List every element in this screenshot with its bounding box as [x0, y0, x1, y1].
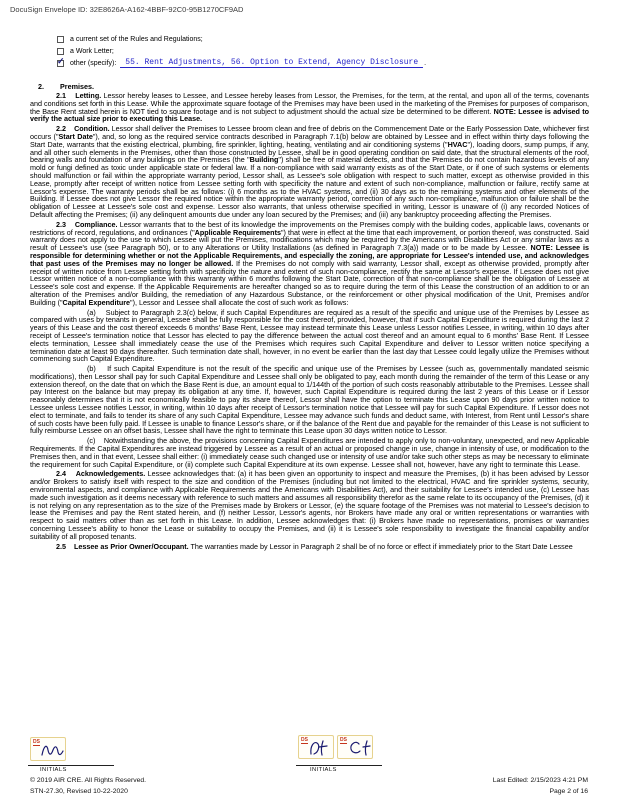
checklist-label: a Work Letter; — [70, 47, 114, 55]
paragraph-2-3a: (a) Subject to Paragraph 2.3(c) below, if such Capital Expenditures are required as a result of the specific and unique use of the Premises by Lessee as compared with uses by tenants in general, Lessee shall be fully responsible for the cost thereof, provided, however, that if such Capital Expenditure is required during the last 2 years of this Lease and the cost thereof exceeds 6 months' Base Rent, Lessee may instead terminate this Lease unless Lessor notifies Lessee, in writing, within 10 days after receipt of Lessee's termination notice that Lessor has elected to pay the difference between the actual cost thereof and an amount equal to 6 months' Base Rent. If Lessee elects termination, Lessee shall immediately cease the use of the Premises which requires such Capital Expenditure and deliver to Lessor written notice specifying a termination date at least 90 days thereafter. Such termination date shall, however, in no event be earlier than the last day that Lessee could legally utilize the Premises without commencing such Capital Expenditure. — [30, 307, 589, 364]
work-letter-checkbox[interactable] — [57, 48, 64, 55]
initials-label: INITIALS — [310, 767, 337, 773]
paragraph-2-3c: (c) Notwithstanding the above, the provisions concerning Capital Expenditures are intended to apply only to non-voluntary, unexpected, and new Applicable Requirements. If the Capital Expenditures are instead triggered by Lessee as a result of an actual or proposed change in use, change in intensity of use, or modification to the Premises then, and in that event, Lessee shall either: (i) immediately cease such changed use or intensity of use and/or take such other steps as may be necessary to eliminate the requirement for such Capital Expenditure, or (ii) complete such Capital Expenditure at its own expense. Lessee shall not, however, have any right to terminate this Lease. — [30, 436, 589, 469]
initials-signature-icon — [347, 738, 373, 758]
checklist-row-rules — [57, 33, 426, 45]
initials-label: INITIALS — [40, 767, 67, 773]
last-edited-text: Last Edited: 2/15/2023 4:21 PM — [492, 777, 588, 784]
paragraph-2-4-acknowledgements: 2.4 Acknowledgements. Lessee acknowledges that: (a) it has been given an opportunity to inspect and measure the Premises, (b) it has been advised by Lessor and/or Brokers to satisfy itself with respect to the size and condition of the Premises (including but not limited to the electrical, HVAC and fire sprinkler systems, security, environmental aspects, and compliance with Applicable Requirements and the Americans with Disabilities Act), and their suitability for Lessee's intended use, (c) Lessee has made such investigation as it deems necessary with reference to such matters and assumes all responsibility therefor as the same relate to its occupancy of the Premises, (d) it is not relying on any representation as to the size of the Premises made by Brokers or Lessor, (e) the square footage of the Premises was not material to Lessee's decision to lease the Premises and pay the Rent stated herein, and (f) neither Lessor, Lessor's agents, nor Brokers have made any oral or written representations or warranties with respect to said matters other than as set forth in this Lease. In addition, Lessee acknowledges that: (i) Brokers have made no representations, promises or warranties concerning Lessee's ability to honor the Lease or suitability to occupy the Premises, and (ii) it is Lessee's sole responsibility to investigate the financial capability and/or suitability of all proposed tenants. — [30, 469, 589, 541]
attachment-checklist — [57, 33, 426, 69]
copyright-text: © 2019 AIR CRE. All Rights Reserved. — [30, 777, 147, 784]
checklist-label: other (specify): — [70, 59, 117, 67]
lessor-initials-stamp-1[interactable] — [298, 735, 334, 759]
initials-line — [296, 765, 382, 766]
rules-and-regulations-checkbox[interactable] — [57, 36, 64, 43]
other-checkbox[interactable] — [57, 55, 65, 67]
docusign-logo: DS — [340, 737, 347, 743]
checklist-label: a current set of the Rules and Regulations; — [70, 35, 203, 43]
terminator-period: . — [424, 59, 427, 67]
lessor-initials-stamp-2[interactable] — [337, 735, 373, 759]
paragraph-2-2-condition: 2.2 Condition. Lessor shall deliver the Premises to Lessee broom clean and free of debris on the Commencement Date or the Early Possession Date, whichever first occurs ("Start Date"), and, so long as the required service contracts described in Paragraph 7.1(b) below are obtained by Lessee and in effect within thirty days following the Start Date, warrants that the existing electrical, plumbing, fire sprinkler, lighting, heating, ventilating and air conditioning systems ("HVAC"), loading doors, sump pumps, if any, and all other such elements in the Premises, other than those constructed by Lessee, shall be in good operating condition on said date, that the structural elements of the roof, bearing walls and foundation of any buildings on the Premises (the "Building") shall be free of material defects, and that the Premises do not contain hazardous levels of any mold or fungi defined as toxic under applicable state or federal law. If a non-compliance with said warranty exists as of the Start Date, or if one of such systems or elements should malfunction or fail within the appropriate warranty period, Lessor shall, as Lessee's sole obligation with respect to such matter, except as otherwise provided in this Lease, promptly after receipt of written notice from Lessee setting forth with specificity the nature and extent of such non-compliance, malfunction or failure, rectify same at Lessor's expense. The warranty periods shall be as follows: (i) 6 months as to the HVAC systems, and (ii) 30 days as to the remaining systems and other elements of the Building. If Lessee does not give Lessor the required notice within the appropriate warranty period, correction of any such non-compliance, malfunction or failure shall be the obligation of Lessee at Lessee's sole cost and expense. Lessor also warrants, that unless otherwise specified in writing, Lessor is unaware of (i) any recorded Notices of Default affecting the Premises; (ii) any delinquent amounts due under any loan secured by the Premises; and (iii) any bankruptcy proceeding affecting the Premises. — [30, 124, 590, 219]
lease-body — [30, 92, 589, 552]
checklist-row-work-letter — [57, 45, 426, 57]
form-id-text: STN-27.30, Revised 10-22-2020 — [30, 788, 128, 795]
paragraph-2-3-compliance: 2.3 Compliance. Lessor warrants that to the best of its knowledge the improvements on the Premises comply with the building codes, applicable laws, covenants or restrictions of record, regulations, and ordinances ("Applicable Requirements") that were in effect at the time that each improvement, or portion thereof, was constructed. Said warranty does not apply to the use to which Lessee will put the Premises, modifications which may be required by the Americans with Disabilities Act or any similar laws as a result of Lessee's use (see Paragraph 50), or to any Alterations or Utility Installations (as defined in Paragraph 7.3(a)) made or to be made by Lessee. NOTE: Lessee is responsible for determining whether or not the Applicable Requirements, and especially the zoning, are appropriate for Lessee's intended use, and acknowledges that past uses of the Premises may no longer be allowed. If the Premises do not comply with said warranty, Lessor shall, except as otherwise provided, promptly after receipt of written notice from Lessee setting forth with specificity the nature and extent of such non-compliance, rectify the same at Lessor's expense. If Lessee does not give Lessor written notice of a non-compliance with this warranty within 6 months following the Start Date, correction of that non-compliance shall be the obligation of Lessee at Lessee's sole cost and expense. If the Applicable Requirements are hereafter changed so as to require during the term of this Lease the construction of an addition to or an alteration of the Premises and/or Building, the remediation of any Hazardous Substance, or the reinforcement or other physical modification of the Unit, Premises and/or Building ("Capital Expenditure"), Lessor and Lessee shall allocate the cost of such work as follows: — [30, 219, 589, 307]
checklist-row-other — [57, 57, 426, 69]
section-2-heading — [30, 82, 94, 91]
docusign-logo: DS — [33, 739, 40, 745]
paragraph-2-5-prior-owner-occupant: 2.5 Lessee as Prior Owner/Occupant. The warranties made by Lessor in Paragraph 2 shall be of no force or effect if immediately prior to the Start Date Lessee — [56, 541, 573, 551]
docusign-logo: DS — [301, 737, 308, 743]
initials-signature-icon — [40, 740, 66, 760]
lessee-initials-stamp[interactable] — [30, 737, 66, 761]
paragraph-2-1-letting: 2.1 Letting. Lessor hereby leases to Lessee, and Lessee hereby leases from Lessor, the Premises, for the term, at the rental, and upon all of the terms, covenants and conditions set forth in this Lease. While the approximate square footage of the Premises may have been used in the marketing of the Premises for purposes of comparison, the Base Rent stated herein is NOT tied to square footage and is not subject to adjustment should the actual size be determined to be different. NOTE: Lessee is advised to verify the actual size prior to executing this Lease. — [30, 91, 589, 124]
page-number-text: Page 2 of 16 — [549, 788, 588, 795]
section-number: 2. — [38, 82, 44, 91]
initials-signature-icon — [308, 738, 334, 758]
checkmark-icon: ✓ — [57, 55, 65, 66]
initials-line — [28, 765, 114, 766]
paragraph-2-3b: (b) If such Capital Expenditure is not the result of the specific and unique use of the Premises by Lessee (such as, governmentally mandated seismic modifications), then Lessor shall pay for such Capital Expenditure and Lessee shall only be obligated to pay, each month during the remainder of the term of this Lease or any extension thereof, on the date that on which the Base Rent is due, an amount equal to 1/144th of the portion of such costs reasonably attributable to the Premises. Lessee shall pay Interest on the balance but may prepay its obligation at any time. If, however, such Capital Expenditure is required during the last 2 years of this Lease or if Lessor reasonably determines that it is not economically feasible to pay its share thereof, Lessor shall have the option to terminate this Lease upon 90 days prior written notice to Lessee unless Lessee notifies Lessor, in writing, within 10 days after receipt of Lessor's termination notice that Lessee will pay for such Capital Expenditure. If Lessor does not elect to terminate, and fails to tender its share of any such Capital Expenditure, Lessee may advance such funds and deduct same, with Interest, from Rent until Lessor's share of such costs have been fully paid. If Lessee is unable to finance Lessor's share, or if the balance of the Rent due and payable for the remainder of this Lease is not sufficient to fully reimburse Lessee on an offset basis, Lessee shall have the right to terminate this Lease upon 30 days written notice to Lessor. — [30, 364, 589, 436]
envelope-id: DocuSign Envelope ID: 32E8626A-A162-4BBF-92C0-95B1270CF9AD — [10, 5, 244, 14]
other-specify-value[interactable]: 55. Rent Adjustments, 56. Option to Extend, Agency Disclosure — [120, 58, 423, 68]
section-title: Premises. — [60, 82, 94, 91]
